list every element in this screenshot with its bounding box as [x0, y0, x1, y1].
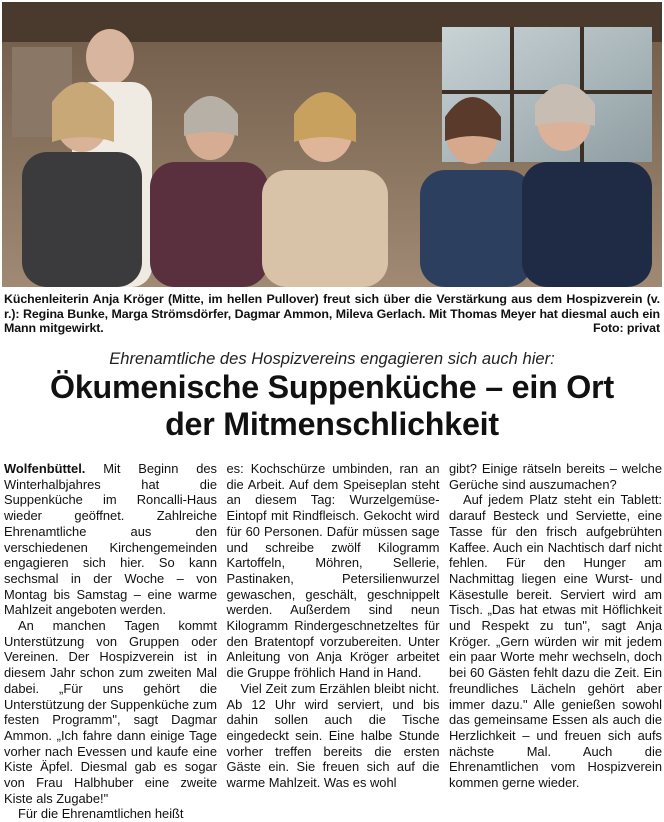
photo-caption [4, 292, 660, 336]
paragraph: Viel Zeit zum Erzählen bleibt nicht. Ab 12 Uhr wird serviert, und bis dahin sollen auch die Tische eingedeckt sein. Eine halbe Stunde vorher treffen bereits die ersten Gäste ein. Sie freuen sich auf die warme Mahlzeit. Was es wohl [226, 680, 440, 791]
headline-line-2: der Mitmenschlichkeit [165, 406, 499, 442]
headline [0, 369, 664, 443]
caption-text: Küchenleiterin Anja Kröger (Mitte, im hellen Pullover) freut sich über die Verstärkung aus dem Hospizverein (v. r.): Regina Bunke, Marga Strömsdörfer, Dagmar Ammon, Mileva Gerlach. Mit Thomas Meyer hat diesmal auch ein Mann mitgewirkt. [4, 292, 660, 336]
paragraph-text: Mit Beginn des Winterhalbjahres hat die Suppenküche im Roncalli-Haus wieder geöffnet. Zahlreiche Ehrenamtliche aus den verschiedenen Kirchengemeinden engagieren sich hier. So kann sechsmal in der Woche – von Montag bis Samstag – eine warme Mahlzeit angeboten werden. [4, 461, 217, 618]
article-body [4, 461, 662, 821]
article-column-2 [227, 461, 440, 821]
photo-credit: Foto: privat [593, 321, 660, 336]
dateline: Wolfenbüttel. [4, 461, 86, 476]
paragraph: Für die Ehrenamtlichen heißt [18, 806, 184, 822]
paragraph: An manchen Tagen kommt Unterstützung von Gruppen oder Vereinen. Der Hospizverein ist in diesem Jahr schon zum zweiten Mal dabei. „Für uns gehört die Unterstützung der Suppenküche zum festen Programm", sagt Dagmar Ammon. „Ich fahre dann einige Tage vorher nach Evessen und kaufe eine Kiste Äpfel. Diesmal gab es sogar von Frau Halbhuber eine zweite Kiste als Zugabe!" [4, 618, 217, 806]
paragraph: Auf jedem Platz steht ein Tablett: darauf Besteck und Serviette, eine Tasse für den frisch aufgebrühten Kaffee. Auch ein Nachtisch darf nicht fehlen. Für den Hunger am Nachmittag liegen eine Wurst- und Käsestulle bereit. Serviert wird am Tisch. „Das hat etwas mit Höflichkeit und Respekt zu tun", sagt Anja Kröger. „Gern würden wir mit jedem ein paar Worte mehr wechseln, doch bei 60 Gästen fehlt dazu die Zeit. Ein freundliches Lächeln gehört aber immer dazu." Alle genießen sowohl das gemeinsame Essen als auch die Herzlichkeit – und freuen sich aufs nächste Mal. Auch die Ehrenamtlichen vom Hospizverein kommen gerne wieder. [449, 492, 662, 791]
headline-line-1: Ökumenische Suppenküche – ein Ort [50, 369, 614, 405]
kicker: Ehrenamtliche des Hospizvereins engagieren sich auch hier: [109, 349, 555, 368]
paragraph [4, 461, 217, 618]
paragraph: gibt? Einige rätseln bereits – welche Gerüche sind auszumachen? [449, 461, 662, 492]
paragraph: es: Kochschürze umbinden, ran an die Arbeit. Auf dem Speiseplan steht an diesem Tag: Wurzelgemüse-Eintopf mit Rindfleisch. Gekocht wird für 60 Personen. Dafür müssen sage und schreibe zwölf Kilogramm Kartoffeln, Möhren, Sellerie, Pastinaken, Petersilienwurzel gewaschen, geschält, geschnippelt werden. Außerdem sind neun Kilogramm Rindergeschnetzeltes für den Bratentopf vorzubereiten. Unter Anleitung von Anja Kröger arbeitet die Gruppe fröhlich Hand in Hand. [226, 461, 440, 681]
article-column-1 [4, 461, 217, 821]
group-photo [2, 2, 662, 287]
article-column-3 [449, 461, 662, 821]
